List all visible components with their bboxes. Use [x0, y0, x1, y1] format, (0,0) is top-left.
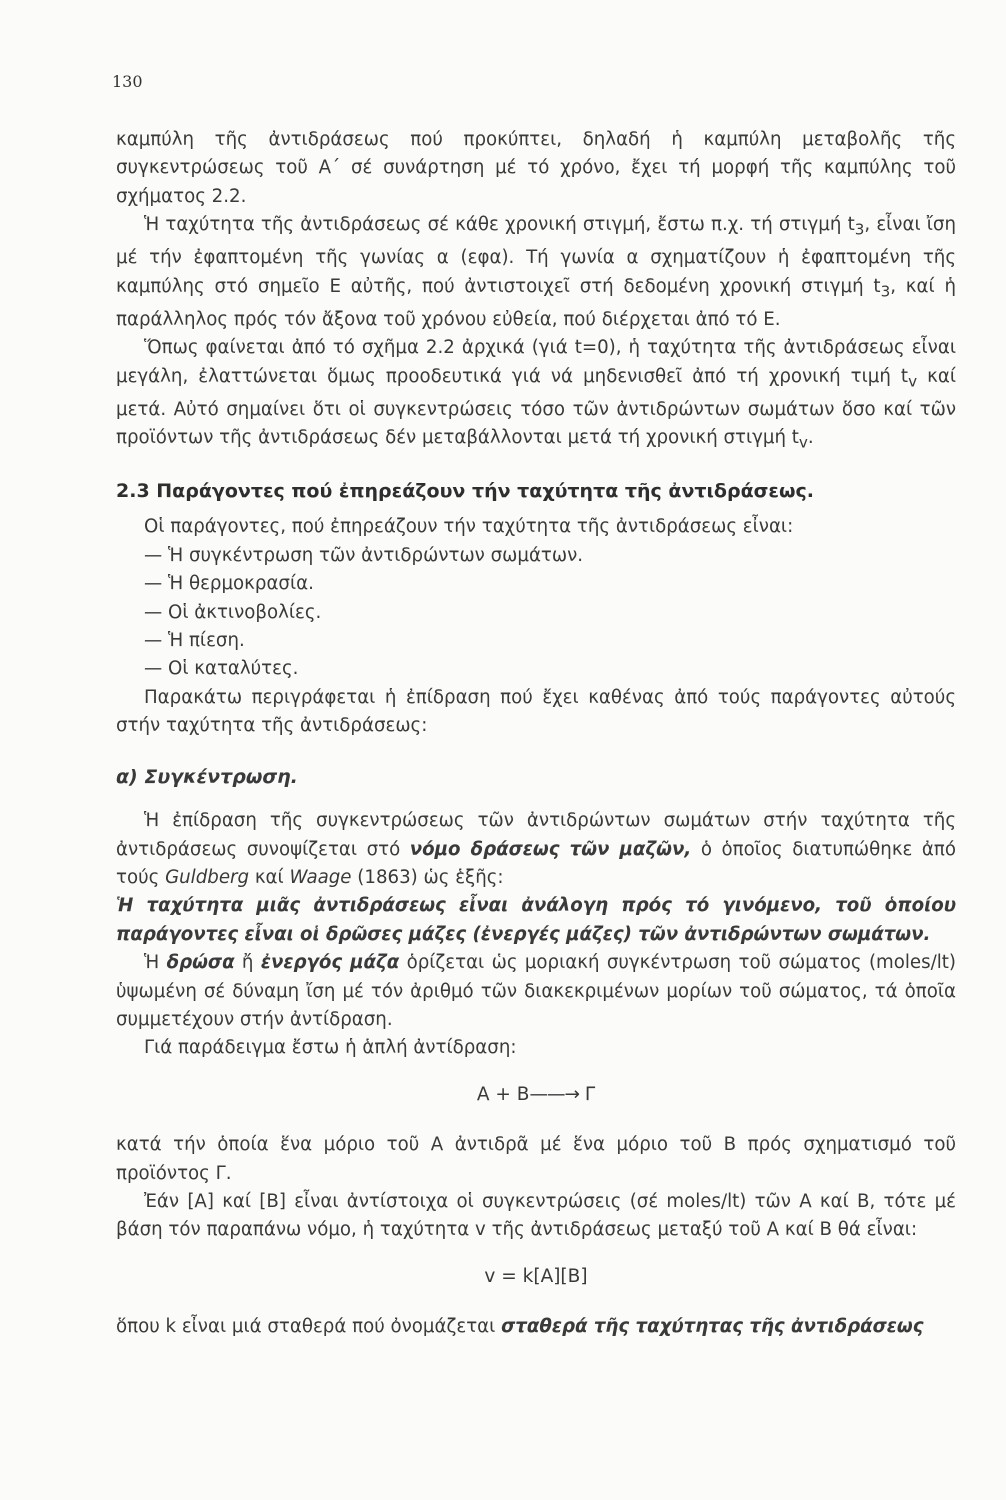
rate-equation: v = k[A][B]: [484, 1265, 588, 1287]
text-segment: ὅπου k εἶναι μιά σταθερά πού ὀνομάζεται: [116, 1316, 502, 1338]
text-segment: καί: [249, 866, 290, 888]
rate-constant-paragraph: [116, 1313, 956, 1341]
list-item: [116, 599, 956, 627]
page-number: 130: [112, 72, 143, 91]
paragraph-curve: καμπύλη τῆς ἀντιδράσεως πού προκύπτει, δηλαδή ἡ καμπύλη μεταβολῆς τῆς συγκεντρώσεως τοῦ Α΄ σέ συνάρτηση μέ τό χρόνο, ἔχει τή μορφή τῆς καμπύλης τοῦ σχήματος 2.2.: [116, 129, 956, 207]
list-item-text: Ἡ συγκέντρωση τῶν ἀντιδρώντων σωμάτων.: [168, 544, 584, 566]
example-intro: Γιά παράδειγμα ἔστω ἡ ἁπλή ἀντίδραση:: [144, 1037, 517, 1059]
reactants: Α + Β: [476, 1083, 530, 1105]
rate-intro: Ἐάν [Α] καί [Β] εἶναι ἀντίστοιχα οἱ συγκεντρώσεις (σέ moles/lt) τῶν Α καί Β, τότε μέ βάση τόν παραπάνω νόμο, ἡ ταχύτητα v τῆς ἀντιδράσεως μεταξύ τοῦ Α καί Β θά εἶναι:: [116, 1190, 956, 1241]
text-segment: ὁ ὁποῖος διατυπώθηκε ἀπό τούς: [116, 838, 956, 888]
section-heading: 2.3 Παράγοντες πού ἐπηρεάζουν τήν ταχύτητα τῆς ἀντιδράσεως.: [116, 480, 814, 503]
text-segment: Ἡ: [144, 952, 167, 974]
paragraph-figure-2-2: [116, 334, 956, 457]
text-segment: .: [807, 426, 814, 448]
factors-list: [116, 542, 956, 684]
dash: —: [144, 601, 163, 623]
dash: —: [144, 658, 163, 680]
term: σταθερά τῆς ταχύτητας τῆς ἀντιδράσεως: [501, 1316, 924, 1338]
author-name: Waage: [289, 866, 352, 888]
subscript-3: 3: [880, 282, 891, 301]
reaction-equation: [116, 1081, 956, 1109]
list-item: [116, 542, 956, 570]
text-segment: , καί ἡ παράλληλος πρός τόν ἄξονα τοῦ χρόνου εὐθεία, πού διέρχεται ἀπό τό Ε.: [116, 275, 956, 330]
reaction-description: κατά τήν ὁποία ἕνα μόριο τοῦ Α ἀντιδρᾶ μέ ἕνα μόριο τοῦ Β πρός σχηματισμό τοῦ προϊόντος Γ.: [116, 1134, 956, 1184]
list-item: [116, 655, 956, 683]
author-name: Guldberg: [165, 866, 250, 888]
law-statement: Ἡ ταχύτητα μιᾶς ἀντιδράσεως εἶναι ἀνάλογη πρός τό γινόμενο, τοῦ ὁποίου παράγοντες εἶναι οἱ δρῶσες μάζες (ἐνεργές μάζες) τῶν ἀντιδρώντων σωμάτων.: [116, 895, 956, 945]
term: δρώσα: [166, 952, 235, 974]
subscript-v: v: [908, 372, 918, 391]
dash: —: [144, 630, 163, 652]
list-item-text: Ἡ θερμοκρασία.: [168, 573, 314, 595]
text-segment: καί μετά. Αὐτό σημαίνει ὅτι οἱ συγκεντρώσεις τόσο τῶν ἀντιδρώντων σωμάτων ὅσο καί τῶν προϊόντων τῆς ἀντιδράσεως δέν μεταβάλλονται μετά τή χρονική στιγμή t: [116, 365, 956, 448]
text-segment: Ἡ ταχύτητα τῆς ἀντιδράσεως σέ κάθε χρονική στιγμή, ἔστω π.χ. τή στιγμή t: [144, 214, 855, 236]
factors-intro: Οἱ παράγοντες, πού ἐπηρεάζουν τήν ταχύτητα τῆς ἀντιδράσεως εἶναι:: [144, 516, 794, 538]
law-name: νόμο δράσεως τῶν μαζῶν,: [409, 838, 692, 860]
paragraph-active-mass: [116, 949, 956, 1034]
factors-outro: Παρακάτω περιγράφεται ἡ ἐπίδραση πού ἔχει καθένας ἀπό τούς παράγοντες αὐτούς στήν ταχύτητα τῆς ἀντιδράσεως:: [116, 686, 956, 737]
text-segment: Ἡ ἐπίδραση τῆς συγκεντρώσεως τῶν ἀντιδρώντων σωμάτων στήν ταχύτητα τῆς ἀντιδράσεως συνοψίζεται στό: [116, 810, 956, 860]
text-segment: ἤ: [234, 952, 261, 974]
paragraph-mass-action: [116, 807, 956, 892]
list-item-text: Ἡ πίεση.: [168, 630, 245, 652]
list-item: [116, 627, 956, 655]
list-item-text: Οἱ καταλύτες.: [168, 658, 299, 680]
term: ἐνεργός μάζα: [260, 952, 400, 974]
text-segment: (1863) ὡς ἑξῆς:: [351, 866, 504, 888]
dash: —: [144, 544, 163, 566]
list-item: [116, 570, 956, 598]
text-segment: , εἶναι ἴση μέ τήν ἐφαπτομένη τῆς γωνίας α (εφα). Τή γωνία α σχηματίζουν ἡ ἐφαπτομένη τῆς καμπύλης στό σημεῖο Ε αὐτῆς, πού ἀντιστοιχεῖ στή δεδομένη χρονική στιγμή t: [116, 214, 956, 297]
text-segment: ὁρίζεται ὡς μοριακή συγκέντρωση τοῦ σώματος (moles/lt) ὑψωμένη σέ δύναμη ἴση μέ τόν ἀριθμό τῶν διακεκριμένων μορίων τοῦ σώματος, τά ὁποῖα συμμετέχουν στήν ἀντίδραση.: [116, 952, 957, 1030]
reaction-arrow: ——→: [529, 1083, 579, 1105]
list-item-text: Οἱ ἀκτινοβολίες.: [168, 601, 322, 623]
subscript-v: v: [798, 433, 808, 452]
subheading-concentration: α) Συγκέντρωση.: [116, 765, 298, 788]
subscript-3: 3: [854, 220, 865, 239]
product: Γ: [584, 1083, 596, 1105]
page-body: [116, 126, 956, 1342]
text-segment: Ὅπως φαίνεται ἀπό τό σχῆμα 2.2 ἀρχικά (γιά t=0), ἡ ταχύτητα τῆς ἀντιδράσεως εἶναι μεγάλη, ἐλαττώνεται ὅμως προοδευτικά γιά νά μηδενισθεῖ ἀπό τή χρονική τιμή t: [116, 337, 956, 387]
paragraph-rate-tangent: [116, 211, 956, 334]
dash: —: [144, 573, 163, 595]
